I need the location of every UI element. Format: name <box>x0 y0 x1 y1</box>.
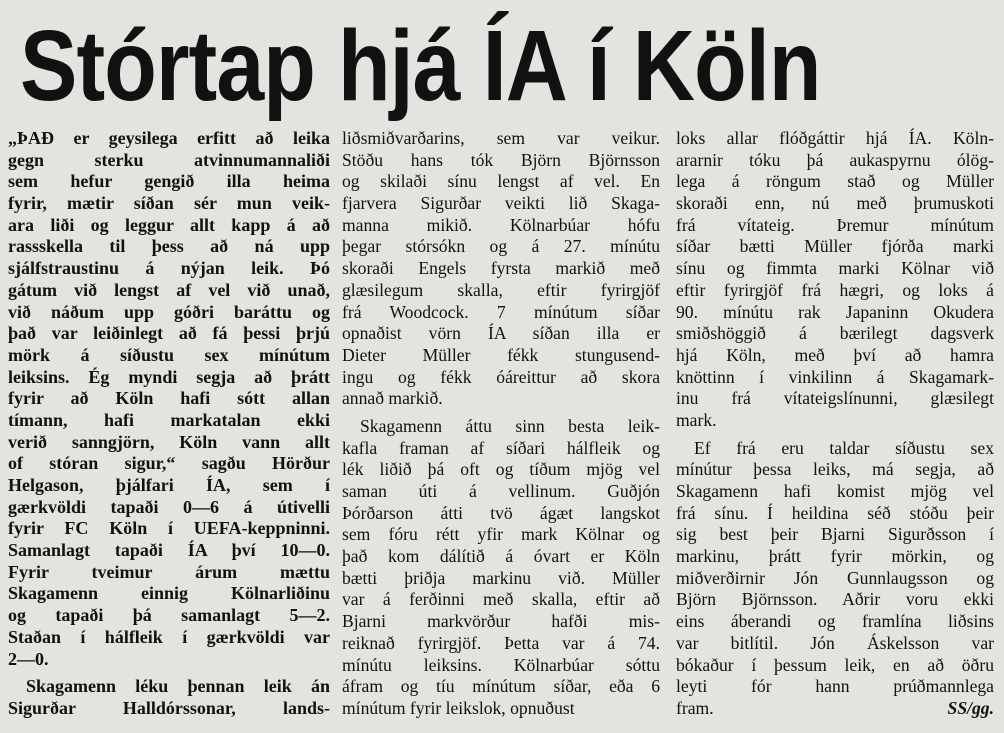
text-line: hjá Köln, með því að hamra <box>676 344 994 365</box>
author-signature: SS/gg. <box>947 697 994 718</box>
text-line: frá Woodcock. 7 mínútum síðar <box>342 301 660 322</box>
text-line: Stöðu hans tók Björn Björnsson <box>342 149 660 170</box>
text-line: annað markið. <box>342 388 443 409</box>
text-line: mínútur þessa leiks, má segja, að <box>676 459 994 480</box>
text-line: Helgason, þjálfari ÍA, sem í <box>8 475 330 495</box>
text-line: lék liðið þá oft og tíðum mjög vel <box>342 459 660 480</box>
article-column-3 <box>676 128 994 728</box>
text-line: mörk á síðustu sex mínútum <box>8 344 330 365</box>
article-column-2 <box>342 128 660 728</box>
text-line: ingu og fékk óáreittur að skora <box>342 366 660 387</box>
text-line: loks allar flóðgáttir hjá ÍA. Köln- <box>676 128 994 148</box>
text-line: frá sínu. Í heildina séð stóðu þeir <box>676 502 994 523</box>
text-line: leyti fór hann prúðmannlega <box>676 676 994 697</box>
text-line: Skagamenn einnig Kölnarliðinu <box>8 583 330 604</box>
text-line: rassskella til þess að ná upp <box>8 236 330 257</box>
text-line: fjarvera Sigurðar veikti lið Skaga- <box>342 193 660 214</box>
text-line: sem hefur gengið illa heima <box>8 171 330 192</box>
text-line: sínu og fimmta marki Kölnar við <box>676 258 994 279</box>
text-line: fyrir að Köln hafi sótt allan <box>8 388 330 409</box>
text-line: mínútum fyrir leikslok, opnuðust <box>342 697 575 718</box>
text-line: manna mikið. Kölnarbúar hófu <box>342 214 660 235</box>
text-line: sjálfstraustinu á nýjan leik. Þó <box>8 258 330 279</box>
text-line: verið sanngjörn, Köln vann allt <box>8 431 330 452</box>
text-line: þegar stórsókn og á 27. mínútu <box>342 236 660 257</box>
text-line: fyrir, mætir síðan sér mun veik- <box>8 193 330 214</box>
text-line: Bjarni markvörður hafði mis- <box>342 611 660 632</box>
text-line: 2—0. <box>8 648 49 669</box>
text-line: bókaður í þessum leik, en að öðru <box>676 654 994 675</box>
text-line: frá vítateig. Þremur mínútum <box>676 214 994 235</box>
text-line: miðverðirnir Jón Gunnlaugsson og <box>676 567 994 588</box>
text-line: Skagamenn áttu sinn besta leik- <box>360 415 660 436</box>
text-line: mínútu leiksins. Kölnarbúar sóttu <box>342 654 660 675</box>
text-line: var á ferðinni með skalla, eftir að <box>342 589 660 610</box>
text-line: Björn Björnsson. Aðrir voru ekki <box>676 589 994 610</box>
text-line: 90. mínútu rak Japaninn Okudera <box>676 301 994 322</box>
text-line: það kom dálítið á óvart er Köln <box>342 546 660 567</box>
text-line: var bitlítil. Jón Áskelsson var <box>676 632 994 653</box>
text-line: gegn sterku atvinnumannaliði <box>8 149 330 170</box>
text-line: fram. SS/gg. <box>676 697 994 718</box>
text-line: Sigurðar Halldórssonar, lands- <box>8 697 330 718</box>
text-line: ara liði og leggur allt kapp á að <box>8 214 330 235</box>
text-line: sem fóru rétt yfir mark Kölnar og <box>342 524 660 545</box>
text-line: við náðum upp góðri baráttu og <box>8 301 330 322</box>
text-line: bætti þriðja markinu við. Müller <box>342 567 660 588</box>
headline: Stórtap hjá ÍA í Köln <box>20 10 821 122</box>
text-line: sig best þeir Bjarni Sigurðsson í <box>676 524 994 545</box>
text-line: áfram og tíu mínútum síðar, eða 6 <box>342 676 660 697</box>
text-line: kafla framan af síðari hálfleik og <box>342 437 660 458</box>
text-line: knöttinn í vinkilinn á Skagamark- <box>676 366 994 387</box>
text-line: liðsmiðvarðarins, sem var veikur. <box>342 128 660 148</box>
text-line: skoraði enn, nú með þrumuskoti <box>676 193 994 214</box>
text-line: reiknað fyrirgjöf. Þetta var á 74. <box>342 632 660 653</box>
text-line: glæsilegum skalla, eftir fyrirgjöf <box>342 279 660 300</box>
text-line: ararnir tóku þá aukaspyrnu ólög- <box>676 149 994 170</box>
text-line: of stóran sigur,“ sagðu Hörður <box>8 453 330 474</box>
text-line: og skilaði sínu lengst af vel. En <box>342 171 660 192</box>
text-line: Ef frá eru taldar síðustu sex <box>694 437 994 458</box>
text-line: Skagamenn léku þennan leik án <box>26 676 330 697</box>
text-line: og tapaði þá samanlagt 5—2. <box>8 605 330 626</box>
text-line: lega á röngum stað og Müller <box>676 171 994 192</box>
text-line: Fyrir tveimur árum mættu <box>8 561 330 582</box>
text-line: síðar bætti Müller fjórða marki <box>676 236 994 257</box>
text-line: Dieter Müller fékk stungusend- <box>342 344 660 365</box>
text-line: inu frá vítateigslínunni, glæsilegt <box>676 388 994 409</box>
text-line: Skagamenn hafi komist mjög vel <box>676 481 994 501</box>
text-line: það var leiðinlegt að fá þessi þrjú <box>8 323 330 344</box>
text-line: tímann, hafi markatalan ekki <box>8 409 330 430</box>
text-line: gátum við lengst af vel við unað, <box>8 279 330 300</box>
text-line: eins áberandi og framlína liðsins <box>676 611 994 632</box>
text-line: markinu, þrátt fyrir mörkin, og <box>676 546 994 567</box>
text-line: Samanlagt tapaði ÍA því 10—0. <box>8 540 330 561</box>
text-line: eftir fyrirgjöf frá hægri, og loks á <box>676 279 994 300</box>
text-line: mark. <box>676 409 717 430</box>
text-line: smiðshöggið á bærilegt dagsverk <box>676 323 994 344</box>
text-line: „ÞAÐ er geysilega erfitt að leika <box>8 128 330 148</box>
text-line: Þórðarson átti tvö ágæt langskot <box>342 502 660 523</box>
text-line: saman úti á vellinum. Guðjón <box>342 481 660 501</box>
text-line: leiksins. Ég myndi segja að þrátt <box>8 366 330 387</box>
text-line: Staðan í hálfleik í gærkvöldi var <box>8 626 330 647</box>
text-line: gærkvöldi tapaði 0—6 á útivelli <box>8 496 330 517</box>
text-line: skoraði Engels fyrsta markið með <box>342 258 660 279</box>
text-line: opnaðist vörn ÍA síðan illa er <box>342 323 660 344</box>
article-column-1 <box>8 128 330 728</box>
text-line: fyrir FC Köln í UEFA-keppninni. <box>8 518 330 539</box>
